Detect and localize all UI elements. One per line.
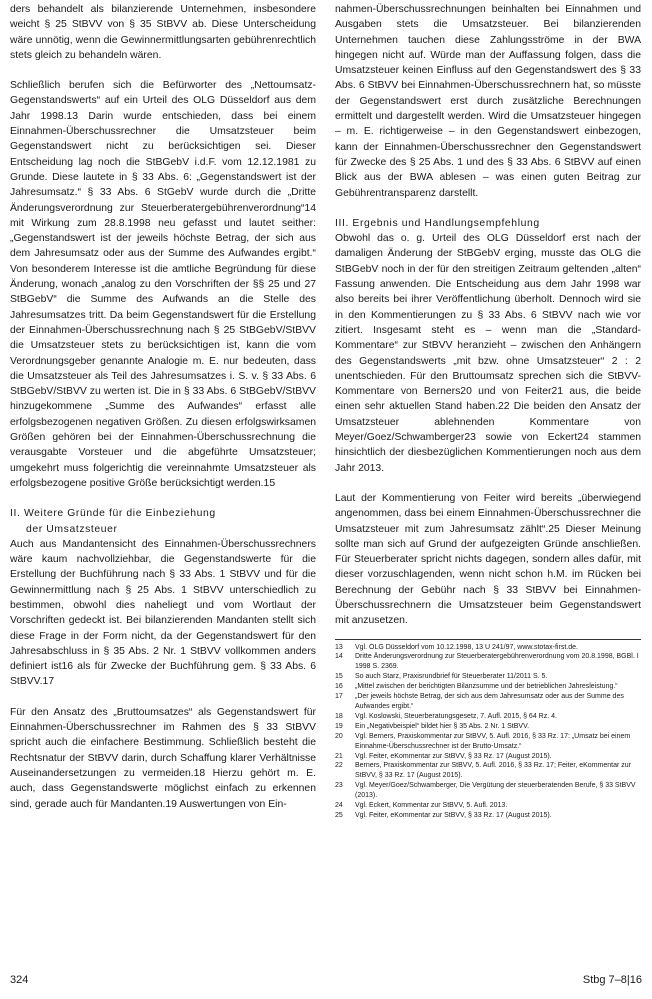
footnote-number: 16 xyxy=(335,683,343,691)
footnote xyxy=(335,643,641,653)
footnote-divider xyxy=(335,639,641,640)
footnote xyxy=(335,752,641,762)
footnote-text: Vgl. OLG Düsseldorf vom 10.12.1998, 13 U 241/97, www.stotax-first.de. xyxy=(355,643,578,651)
footnote-number: 20 xyxy=(335,732,343,740)
footnote-text: So auch Starz, Praxisrundbrief für Steuerberater 11/2011 S. 5. xyxy=(355,673,548,681)
footnote-text: Vgl. Feiter, eKommentar zur StBVV, § 33 Rz. 17 (August 2015). xyxy=(355,752,552,760)
footnote-text: Berners, Praxiskommentar zur StBVV, 5. Aufl. 2016, § 33 Rz. 17; Feiter, eKommentar zur StBVV, § 33 Rz. 17 (August 2015). xyxy=(355,762,631,780)
paragraph: Obwohl das o. g. Urteil des OLG Düsseldorf erst nach der damaligen Änderung der StBGebV erging, musste das OLG die StBGebV noch in der für den streitigen Zeitraum geltenden „alten“ Fassung anwenden. Die Entscheidung aus dem Jahr 1998 war also bereits bei ihrer Veröffentlichung überholt. Dennoch wird sie in den Kommentierungen zu § 33 Abs. 6 StBVV nach wie vor zitiert. Insgesamt steht es – wenn man die „Standard-Kommentare“ zur StBVV heranzieht – zwischen den Anhängern des Gegenstandswerts „mit bzw. ohne Umsatzsteuer“ 2 : 2 unentschieden. Für den Bruttoumsatz sprechen sich die StBVV-Kommentare von Berners20 und von Feiter21 aus, die beide einen sehr aktuellen Stand haben.22 Die beiden den Ansatz der Umsatzsteuer ablehnenden Kommentare von Meyer/Goez/Schwamberger23 sowie von Eckert24 stammen hinsichtlich der diesbezüglichen Kommentierungen noch aus dem Jahr 2013. xyxy=(335,233,641,474)
footnote-number: 24 xyxy=(335,802,343,810)
footnote-number: 17 xyxy=(335,693,343,701)
footnote xyxy=(335,682,641,692)
footnote-text: Vgl. Meyer/Goez/Schwamberger, Die Vergütung der steuerberatenden Berufe, § 33 StBVV (2013). xyxy=(355,782,636,800)
paragraph: Für den Ansatz des „Bruttoumsatzes“ als Gegenstandswert für Einnahmen-Überschussrechner im Rahmen des § 33 StBVV spricht auch die einfachere Bestimmung. Schließlich besteht die Rechtsnatur der StBVV darin, durch Schaffung klarer Verhältnisse Auseinandersetzungen zu vermeiden.18 Hierzu gehört m. E. auch, dass Gegenstandswerte möglichst einfach zu erkennen sind, gerade auch für Mandanten.19 Auswertungen von Ein- xyxy=(10,706,316,810)
footnote-number: 21 xyxy=(335,752,343,760)
footnote xyxy=(335,672,641,682)
footnote-number: 25 xyxy=(335,811,343,819)
footnote-text: Vgl. Feiter, eKommentar zur StBVV, § 33 Rz. 17 (August 2015). xyxy=(355,811,552,819)
footnote-number: 18 xyxy=(335,712,343,720)
right-column xyxy=(335,2,641,821)
footnote-text: Ein „Negativbeispiel“ bildet hier § 35 Abs. 2 Nr. 1 StBVV. xyxy=(355,722,530,730)
section-heading-line: der Umsatzsteuer xyxy=(26,523,118,535)
footnote xyxy=(335,781,641,801)
footnotes xyxy=(335,643,641,821)
footnote-text: „Der jeweils höchste Betrag, der sich aus dem Jahresumsatz oder aus der Summe des Aufwandes ergibt.“ xyxy=(355,693,624,711)
journal-reference: Stbg 7–8|16 xyxy=(582,974,642,986)
footnote-number: 22 xyxy=(335,762,343,770)
paragraph: Schließlich berufen sich die Befürworter des „Nettoumsatz-Gegenstandswerts“ auf ein Urteil des OLG Düsseldorf aus dem Jahr 1998.13 Darin wurde entschieden, dass bei einem Einnahmen-Überschussrechner die Umsatzsteuer beim Gegenstandswert nicht zu berücksichtigen sei. Dieser Entscheidung lag noch die StBGebV i.d.F. vom 12.12.1981 zu Grunde. Diese lautete in § 33 Abs. 6: „Gegenstandswert ist der Jahresumsatz.“ § 33 Abs. 6 StGebV wurde durch die „Dritte Änderungsverordnung zur Steuerberatergebührenverordnung“14 mit Wirkung zum 28.8.1998 neu gefasst und lautet seither: „Gegenstandswert ist der jeweils höchste Betrag, der sich aus dem Jahresumsatz oder aus der Summe des Aufwandes ergibt.“ Von besonderem Interesse ist die amtliche Begründung für diese Änderung, wonach „analog zu den Vorschriften der §§ 25 und 27 StBGebV“ die Summe des Aufwands an die Stelle des Jahresumsatzes tritt. Da beim Gegenstandswert für die Erstellung der Einnahmen-Überschussrechnung nach § 25 StBGebV/StBVV die Umsatzsteuer stets zu berücksichtigen ist, kann die vom Verordnungsgeber genannte Analogie m. E. nur bedeuten, dass die Umsatzsteuer als Teil des Jahresumsatzes i. S. v. § 33 Abs. 6 StBGebV/StBVV zu werten ist. Die in § 33 Abs. 6 StBGebV/StBVV hinzugekommene „Summe des Aufwandes“ erfasst alle erfolgsbezogenen negativen Größen. Zu diesen erfolgswirksamen Größen gehören bei der Einnahmen-Überschussrechnung die verausgabte Vorsteuer und die abgeführte Umsatzsteuer; umgekehrt muss folgerichtig die vereinnahmte Umsatzsteuer als erfolgsbezogene positive Größe berücksichtigt werden.15 xyxy=(10,80,316,489)
footnote-number: 15 xyxy=(335,673,343,681)
footnote xyxy=(335,801,641,811)
section-heading-line: II. Weitere Gründe für die Einbeziehung xyxy=(10,508,216,520)
paragraph: Auch aus Mandantensicht des Einnahmen-Überschussrechners wäre kaum nachvollziehbar, die Gegenstandswerte für die Erstellung der Buchführung nach § 33 Abs. 1 StBVV und für die Gewinnermittlung nach § 25 Abs. 1 StBVV unterschiedlich zu bestimmen, obwohl dies naheliegt und vom Wortlaut der Vorschriften gedeckt ist. Bei bilanzierenden Mandanten stellt sich diese Frage in der Form nicht, da der Gegenstandswert für den Jahresabschluss in § 35 Abs. 2 Nr. 1 StBVV vollkommen anders definiert ist16 als für Zwecke der Buchführung gem. § 33 Abs. 6 StBVV.17 xyxy=(10,538,316,688)
footnote xyxy=(335,732,641,752)
footnote xyxy=(335,811,641,821)
footnote-number: 13 xyxy=(335,643,343,651)
footnote-text: „Mittel zwischen der berichtigten Bilanzsumme und der betrieblichen Jahresleistung.“ xyxy=(355,683,618,691)
footnote xyxy=(335,692,641,712)
left-column xyxy=(10,2,316,812)
footnote-text: Dritte Änderungsverordnung zur Steuerberatergebührenverordnung vom 20.8.1998, BGBl. I 1998 S. 2369. xyxy=(355,653,639,671)
footnote-number: 19 xyxy=(335,722,343,730)
section-heading: III. Ergebnis und Handlungsempfehlung xyxy=(335,217,540,229)
paragraph: nahmen-Überschussrechnungen beinhalten bei Einnahmen und Ausgaben stets die Umsatzsteuer. Bei bilanzierenden Unternehmen tauchen diese Zahlungsströme in der BWA hingegen nicht auf. Würde man der Auffassung folgen, dass die Umsatzsteuer keinen Einfluss auf den Gegenstandswert des § 33 Abs. 6 StBVV bei Einnahmen-Überschussrechnern hat, so müsste der Gegenstandswert erst durch zusätzliche Berechnungen ermittelt und dargestellt werden. Wird die Umsatzsteuer hingegen – m. E. richtigerweise – in den Gegenstandswert einbezogen, kann der Einnahmen-Überschussrechner den Gegenstandswert für Zwecke des § 25 Abs. 1 und des § 33 Abs. 6 StBVV auf einen Blick aus der BWA ablesen – was einen guten Beitrag zur Gebührentransparenz darstellt. xyxy=(335,4,641,199)
footnote xyxy=(335,712,641,722)
footnote xyxy=(335,652,641,672)
footnote xyxy=(335,722,641,732)
footnote-number: 14 xyxy=(335,653,343,661)
footnote-text: Vgl. Koslowski, Steuerberatungsgesetz, 7. Aufl. 2015, § 64 Rz. 4. xyxy=(355,712,557,720)
footnote-text: Vgl. Berners, Praxiskommentar zur StBVV, 5. Aufl. 2016, § 33 Rz. 17: „Umsatz bei einem Einnahme-Überschussrechner ist der Brutto-Umsatz.“ xyxy=(355,732,631,750)
footnote-text: Vgl. Eckert, Kommentar zur StBVV, 5. Aufl. 2013. xyxy=(355,802,508,810)
footnote-number: 23 xyxy=(335,782,343,790)
paragraph: Laut der Kommentierung von Feiter wird bereits „überwiegend angenommen, dass bei einem Einnahmen-Überschussrechner die Umsatzsteuer mit zum Jahresumsatz zählt“.25 Dieser Meinung sollte man sich auf Grund der aufgezeigten Gründe anschließen. Für Steuerberater spricht nichts dagegen, sondern alles dafür, mit dieser vorzuschlagenden, wenn nicht schon h.M. im Rücken bei Berechnung der Gebühr nach § 33 StBVV bei Einnahmen-Überschussrechnern die Umsatzsteuer beim Gegenstandswert mit anzusetzen. xyxy=(335,492,641,627)
footnote xyxy=(335,761,641,781)
page-number: 324 xyxy=(10,974,29,986)
paragraph: ders behandelt als bilanzierende Unternehmen, insbesondere weicht § 25 StBVV von § 35 StBVV ab. Diese Unterscheidung wäre unnötig, wenn die Gewinnermittlungsarten gebührenrechtlich stets gleich zu behandeln wären. xyxy=(10,4,316,61)
section-heading xyxy=(10,506,316,537)
